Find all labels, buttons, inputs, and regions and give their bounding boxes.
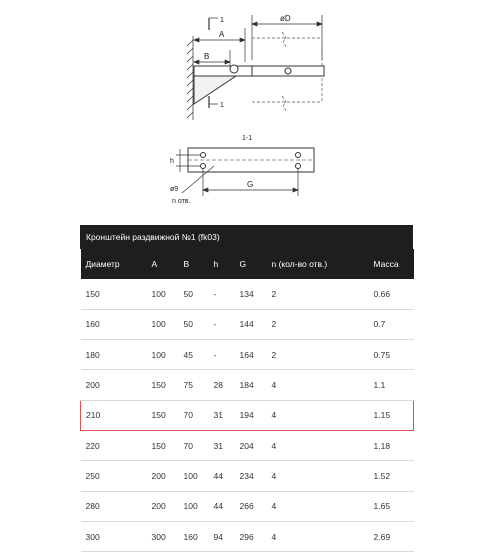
cell-hole-count: 2 <box>267 340 369 370</box>
cell-g: 164 <box>235 340 267 370</box>
cell-b: 160 <box>179 521 209 551</box>
cell-diameter: 160 <box>81 309 147 339</box>
cell-h: 31 <box>209 430 235 460</box>
specs-table <box>80 249 414 552</box>
cell-a: 150 <box>147 400 179 430</box>
cell-b: 70 <box>179 400 209 430</box>
cell-h: 44 <box>209 461 235 491</box>
table-row <box>81 400 414 430</box>
cell-g: 234 <box>235 461 267 491</box>
section-marker-top <box>209 18 218 30</box>
cell-g: 194 <box>235 400 267 430</box>
cell-mass: 1.18 <box>369 430 414 460</box>
cell-h: 44 <box>209 491 235 521</box>
cell-a: 100 <box>147 340 179 370</box>
table-row <box>81 309 414 339</box>
cell-diameter: 210 <box>81 400 147 430</box>
table-row <box>81 279 414 309</box>
header-g: G <box>239 259 247 269</box>
hole-diameter-label: ø9 <box>170 186 179 193</box>
cell-hole-count: 2 <box>267 309 369 339</box>
section-marker-bottom <box>209 96 218 108</box>
cell-hole-count: 2 <box>267 279 369 309</box>
cell-hole-count: 4 <box>267 461 369 491</box>
table-row <box>81 370 414 400</box>
cell-b: 100 <box>179 461 209 491</box>
cell-diameter: 300 <box>81 521 147 551</box>
cell-g: 296 <box>235 521 267 551</box>
dim-g-label: G <box>247 180 254 189</box>
cell-g: 266 <box>235 491 267 521</box>
cell-a: 150 <box>147 430 179 460</box>
cell-diameter: 200 <box>81 370 147 400</box>
cell-a: 200 <box>147 491 179 521</box>
dim-a-label: A <box>219 30 225 39</box>
header-b: B <box>183 259 190 269</box>
table-body <box>81 279 414 552</box>
cell-mass: 0.66 <box>369 279 414 309</box>
cell-mass: 1.65 <box>369 491 414 521</box>
dim-h-label: h <box>170 158 174 165</box>
plate-section <box>188 148 314 172</box>
header-diameter: Диаметр <box>85 259 120 269</box>
cell-mass: 0.7 <box>369 309 414 339</box>
cell-h: 94 <box>209 521 235 551</box>
cell-mass: 0.75 <box>369 340 414 370</box>
cell-a: 100 <box>147 279 179 309</box>
cell-diameter: 180 <box>81 340 147 370</box>
table-title: Кронштейн раздвижной №1 (fk03) <box>80 225 413 249</box>
cell-mass: 1.1 <box>369 370 414 400</box>
cell-g: 184 <box>235 370 267 400</box>
section-marker-top-label: 1 <box>220 17 224 24</box>
cell-b: 100 <box>179 491 209 521</box>
cell-b: 70 <box>179 430 209 460</box>
section-title: 1-1 <box>242 135 253 142</box>
cell-mass: 2.69 <box>369 521 414 551</box>
cell-diameter: 150 <box>81 279 147 309</box>
table-row <box>81 461 414 491</box>
wall-hatch <box>187 36 193 120</box>
bracket-technical-drawing <box>0 0 500 225</box>
cell-diameter: 220 <box>81 430 147 460</box>
cell-h: 28 <box>209 370 235 400</box>
cell-b: 45 <box>179 340 209 370</box>
header-a: A <box>151 259 158 269</box>
header-h: h <box>213 259 219 269</box>
table-row <box>81 340 414 370</box>
cell-h: - <box>209 340 235 370</box>
cell-g: 144 <box>235 309 267 339</box>
cell-mass: 1.52 <box>369 461 414 491</box>
cell-a: 100 <box>147 309 179 339</box>
cell-a: 200 <box>147 461 179 491</box>
dim-b-label: B <box>204 52 210 61</box>
cell-h: - <box>209 279 235 309</box>
cell-hole-count: 4 <box>267 491 369 521</box>
section-marker-bottom-label: 1 <box>220 102 224 109</box>
cell-hole-count: 4 <box>267 370 369 400</box>
header-hole-count: n (кол-во отв.) <box>271 259 328 269</box>
header-mass: Масса <box>373 259 399 269</box>
table-row <box>81 521 414 551</box>
cell-hole-count: 4 <box>267 521 369 551</box>
cell-hole-count: 4 <box>267 430 369 460</box>
cell-diameter: 250 <box>81 461 147 491</box>
table-row <box>81 430 414 460</box>
cell-a: 150 <box>147 370 179 400</box>
cell-b: 50 <box>179 309 209 339</box>
cell-g: 204 <box>235 430 267 460</box>
cell-h: 31 <box>209 400 235 430</box>
hole-count-label: n отв. <box>172 198 191 205</box>
cell-b: 75 <box>179 370 209 400</box>
dim-d-label: øD <box>280 14 291 23</box>
table-row <box>81 491 414 521</box>
table-header-row <box>81 249 414 279</box>
specs-table-container <box>80 225 413 552</box>
cell-h: - <box>209 309 235 339</box>
cell-diameter: 280 <box>81 491 147 521</box>
cell-b: 50 <box>179 279 209 309</box>
cell-g: 134 <box>235 279 267 309</box>
bracket-body <box>194 65 324 104</box>
cell-mass: 1.15 <box>369 400 414 430</box>
cell-hole-count: 4 <box>267 400 369 430</box>
cell-a: 300 <box>147 521 179 551</box>
